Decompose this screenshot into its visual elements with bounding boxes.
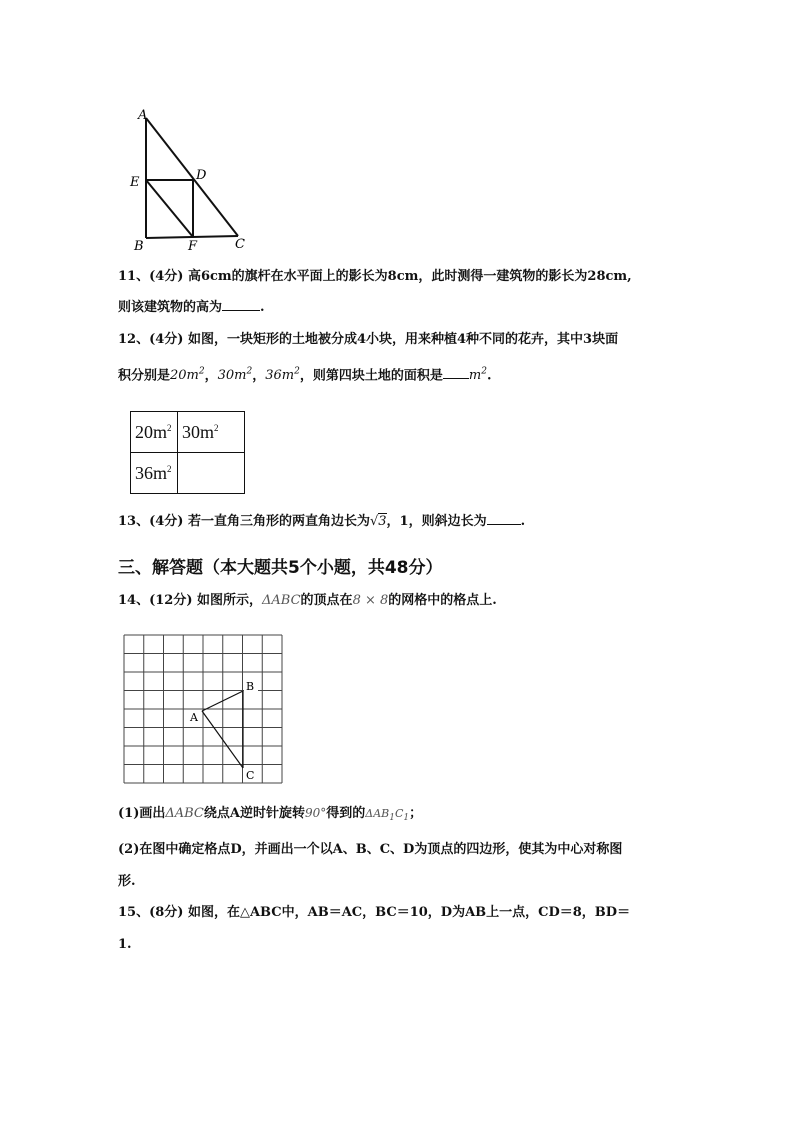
question-12-mid: ，则第四块土地的面积是 [299,368,443,384]
question-12-prefix: 积分别是 [118,368,171,384]
area-value-1: 20m [170,368,199,384]
label-a: A [190,711,198,724]
question-11 [118,268,632,317]
area-value-3: 36m [265,368,295,384]
label-d: D [196,168,207,183]
area-cell-1: $20m^2$ [131,412,178,453]
grid-figure [122,633,286,787]
answer-blank-12[interactable] [443,366,469,379]
area-table [130,411,245,494]
grid-lines [124,635,282,783]
question-11-line1: 11、(4分) 高6cm的旗杆在水平面上的影长为8cm，此时测得一建筑物的影长为28cm, [118,269,632,284]
label-f: F [188,239,198,254]
question-11-prefix: 则该建筑物的高为 [118,300,223,315]
question-14: 14、(12分) 如图所示，ΔABC的顶点在8 × 8的网格中的格点上. [118,593,497,608]
answer-blank-11[interactable] [222,298,260,311]
label-b: B [134,239,144,254]
area-value-2: 30m [217,368,247,384]
segment-ef [146,180,193,237]
question-15: 15、(8分) 如图，在△ABC中，AB＝AC，BC＝10，D为AB上一点，CD＝8，BD＝ 1. [118,905,631,952]
label-e: E [130,175,140,190]
triangle-figure [118,100,268,255]
question-14-part-1: (1)画出ΔABC绕点A逆时针旋转90°得到的$\Delta AB_1C_1$； [118,806,423,824]
question-13: 13、(4分) 若一直角三角形的两直角边长为√3，1，则斜边长为 . [118,514,526,529]
question-14-part-2: (2)在图中确定格点D，并画出一个以A、B、C、D为顶点的四边形，使其为中心对称图 形. [118,842,623,889]
section-3-heading: 三、解答题（本大题共5个小题，共48分） [118,558,443,578]
area-cell-3: $36m^2$ [131,453,178,494]
question-12-line1: 12、(4分) 如图，一块矩形的土地被分成4小块，用来种植4种不同的花卉，其中3块面 [118,332,619,347]
question-13-mid: ，1，则斜边长为 [386,514,487,529]
label-a: A [138,108,148,123]
question-11-suffix: . [260,300,265,315]
label-c: C [246,769,255,782]
answer-blank-13[interactable] [487,512,521,525]
area-cell-4 [178,453,245,494]
label-b: B [246,680,255,693]
label-c: C [235,237,245,252]
sqrt-3: √3 [369,514,387,529]
question-12: 12、(4分) 如图，一块矩形的土地被分成4小块，用来种植4种不同的花卉，其中3块面 积分别是$20m^2$，$30m^2$，$36m^2$，则第四块土地的面积是 $m^2$. [118,332,619,384]
question-13-prefix: 13、(4分) 若一直角三角形的两直角边长为 [118,514,370,529]
area-cell-2: $30m^2$ [178,412,245,453]
